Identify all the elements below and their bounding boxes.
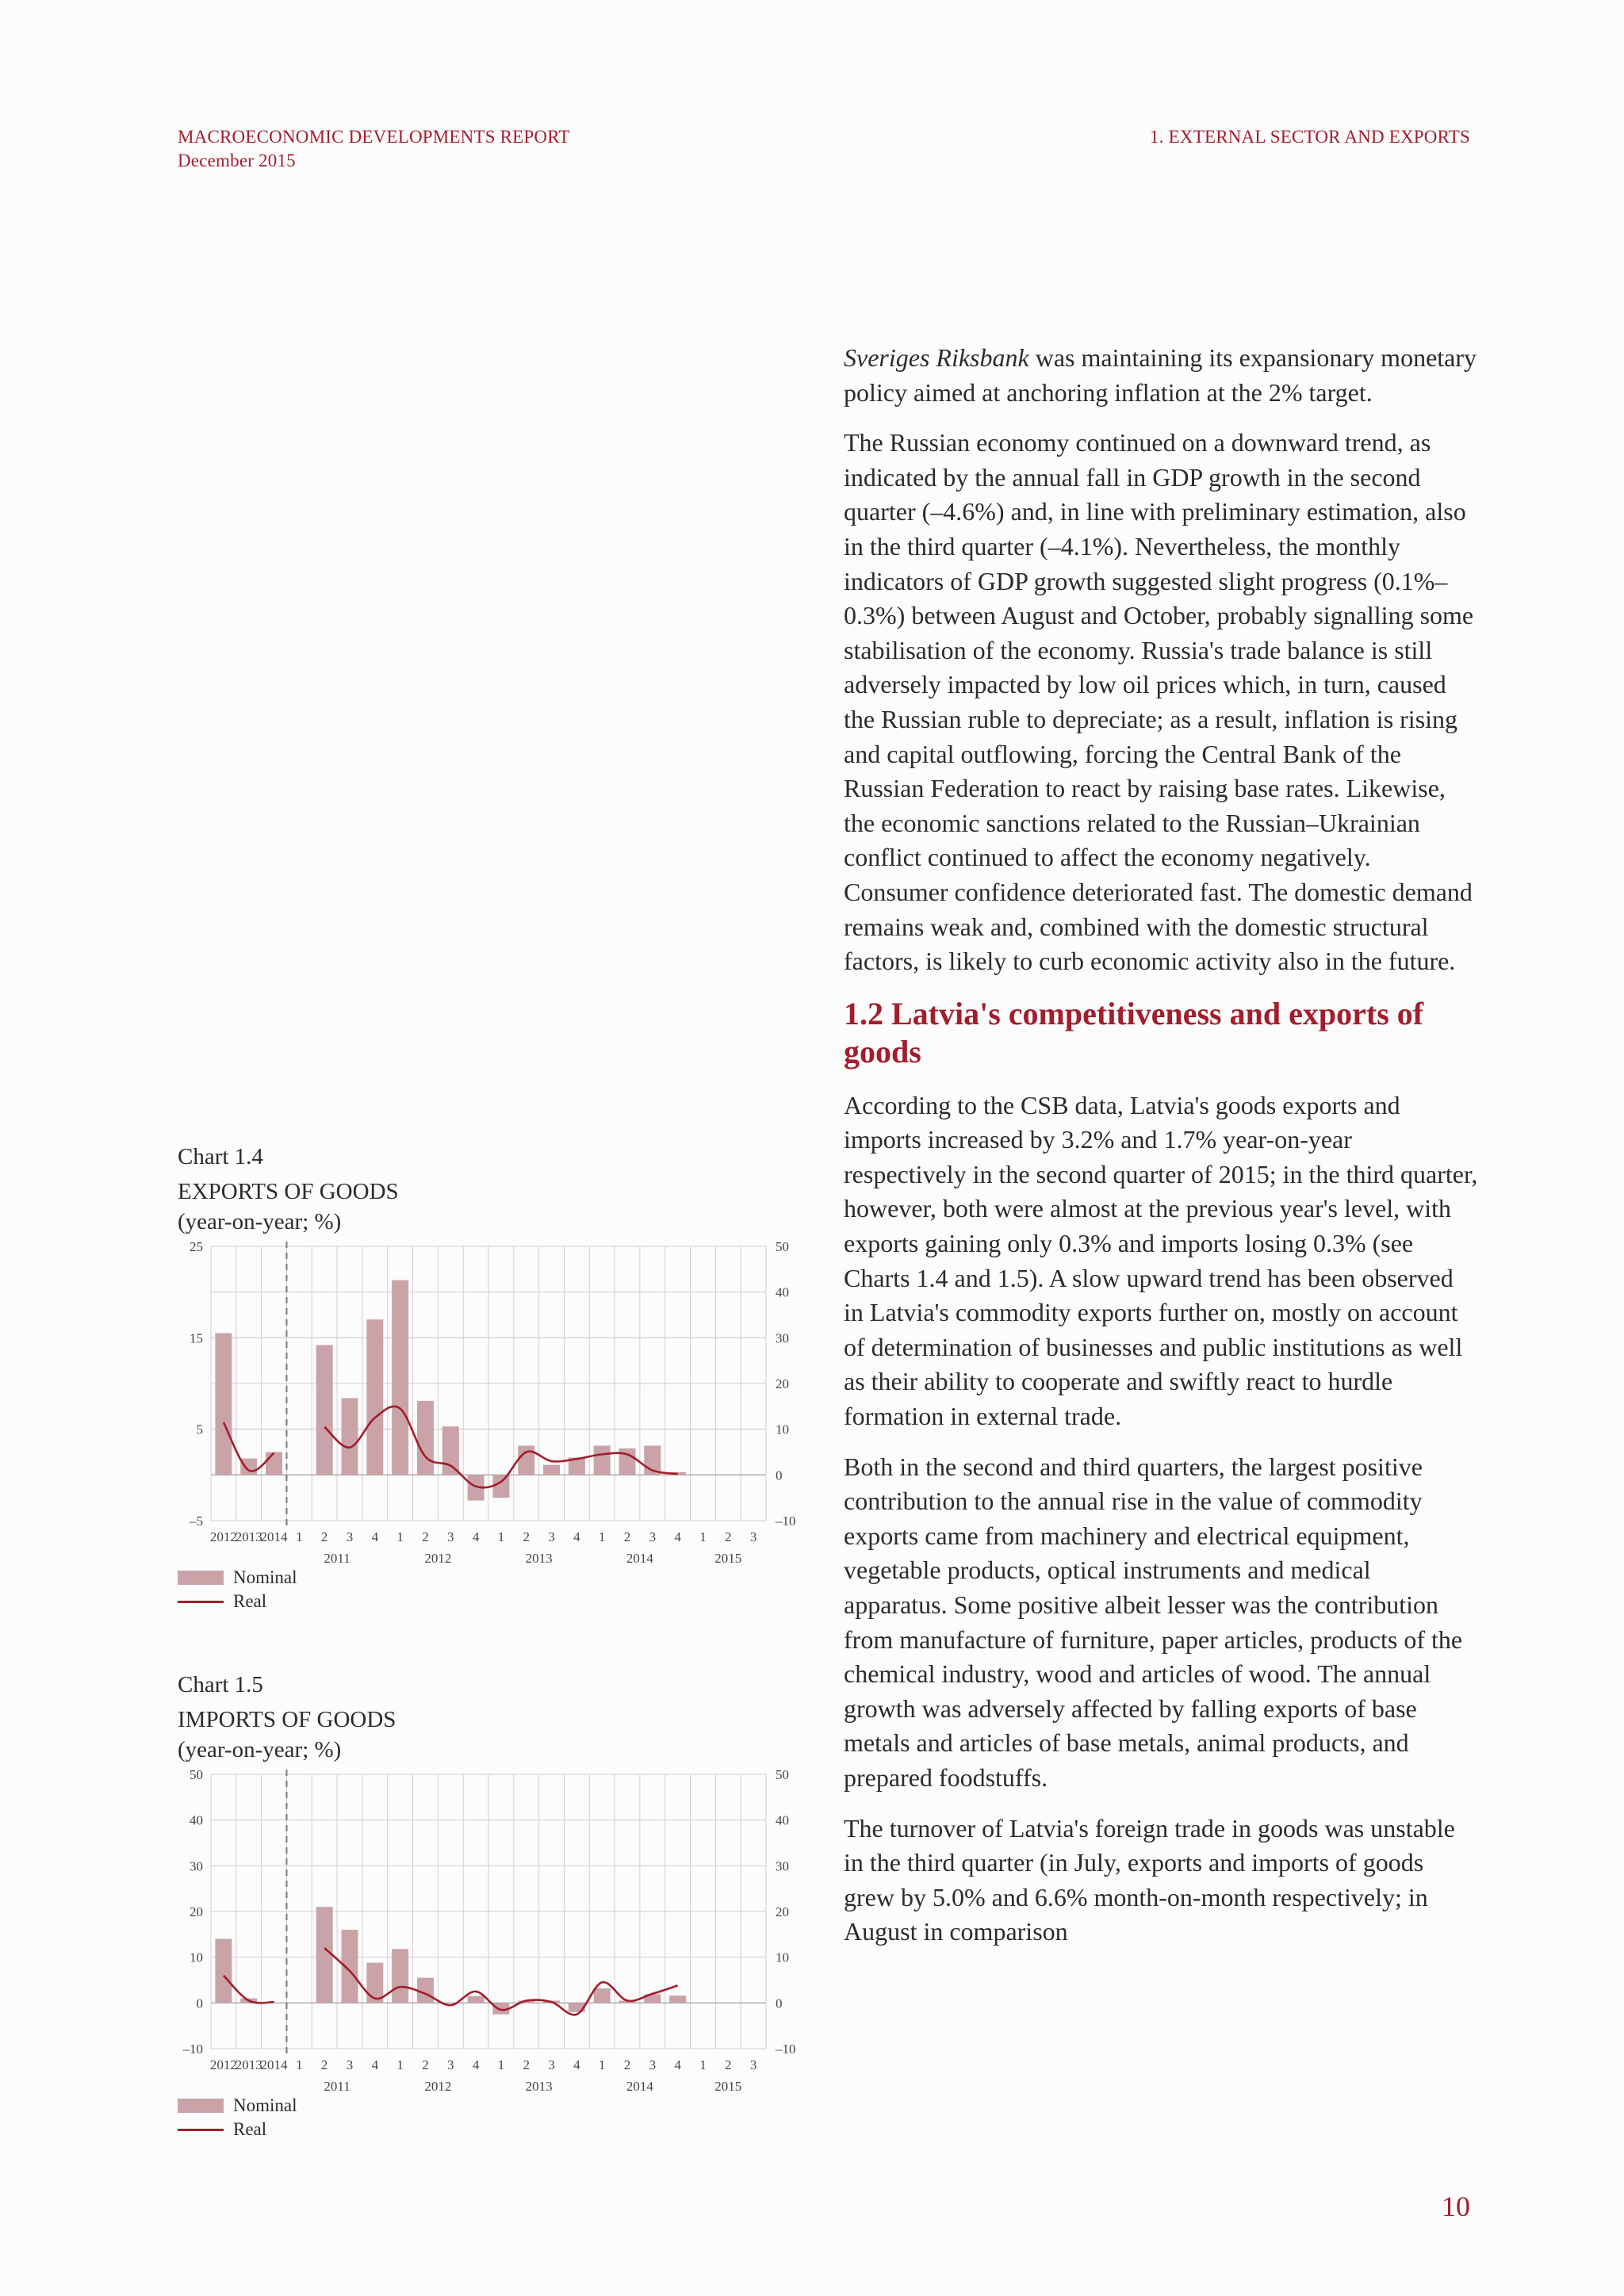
x-tick-label: 3 — [749, 2057, 757, 2072]
bar-nominal — [240, 1459, 257, 1475]
legend-bar-swatch — [178, 2099, 224, 2113]
x-tick-label: 2 — [623, 2057, 631, 2072]
x-tick-label: 1 — [699, 2057, 707, 2072]
legend-real — [178, 1590, 804, 1613]
paragraph-csb-data: According to the CSB data, Latvia's goods exports and imports increased by 3.2% and 1.7% year-on-year respectively in the second quarter of 2015; in the third quarter, however, both were almost at the previous year's level, with exports gaining only 0.3% and imports losing 0.3% (see Charts 1.4 and 1.5). A slow upward trend has been observed in Latvia's commodity exports further on, mostly on account of determination of businesses and public institutions as well as their ability to cooperate and swiftly react to hurdle formation in external trade. — [844, 1090, 1478, 1431]
x-tick-label: 3 — [649, 1529, 657, 1544]
bar-nominal — [316, 1345, 333, 1475]
bar-nominal — [366, 1319, 383, 1475]
y-tick-label-left: 0 — [196, 1996, 203, 2011]
riksbank-name: Sveriges Riksbank — [844, 343, 1029, 372]
imports-chart — [178, 1765, 804, 2094]
bar-nominal — [594, 1445, 611, 1475]
chart-title: EXPORTS OF GOODS — [178, 1179, 399, 1204]
year-label: 2012 — [424, 2079, 452, 2094]
x-tick-label: 3 — [649, 2057, 657, 2072]
x-tick-label: 3 — [548, 2057, 555, 2072]
year-label: 2011 — [324, 1551, 350, 1566]
bar-nominal — [316, 1907, 333, 2003]
x-tick-label: 3 — [346, 1529, 354, 1544]
legend-line-swatch — [178, 1601, 224, 1603]
page-number: 10 — [1442, 2191, 1470, 2222]
y-tick-label-left: 40 — [190, 1812, 203, 1828]
chart-legend — [178, 1566, 804, 1613]
y-tick-label-right: 20 — [776, 1904, 789, 1919]
x-tick-label: 1 — [497, 1529, 505, 1544]
year-label: 2011 — [324, 2079, 350, 2094]
y-tick-label-left: –10 — [182, 2042, 203, 2057]
bar-nominal — [417, 1978, 434, 2003]
x-tick-label: 1 — [497, 2057, 505, 2072]
y-tick-label-left: –5 — [190, 1513, 203, 1529]
x-tick-label: 1 — [396, 1529, 404, 1544]
running-header-right — [1150, 125, 1470, 149]
x-tick-label: 2 — [320, 2057, 328, 2072]
x-tick-label: 1 — [699, 1529, 707, 1544]
x-tick-label: 2 — [725, 1529, 732, 1544]
y-tick-label-right: 10 — [776, 1950, 789, 1965]
year-label: 2015 — [714, 1551, 742, 1566]
y-tick-label-right: 0 — [776, 1468, 783, 1483]
bar-nominal — [518, 1445, 534, 1475]
legend-label: Real — [233, 1591, 267, 1611]
chart-number: Chart 1.4 — [178, 1144, 263, 1169]
x-tick-label: 1 — [296, 1529, 303, 1544]
legend-nominal — [178, 1566, 804, 1590]
y-tick-label-right: 40 — [776, 1284, 789, 1300]
x-tick-label: 2 — [523, 2057, 530, 2072]
y-tick-label-right: 30 — [776, 1858, 789, 1874]
y-tick-label-right: –10 — [776, 2042, 796, 2057]
x-tick-label: 3 — [447, 1529, 454, 1544]
bar-nominal — [392, 1949, 408, 2003]
x-tick-label: 2 — [523, 1529, 530, 1544]
report-title: MACROECONOMIC DEVELOPMENTS REPORT — [178, 127, 570, 147]
bar-nominal — [669, 1996, 686, 2003]
y-tick-label-right: 0 — [776, 1996, 783, 2011]
legend-label: Nominal — [233, 2095, 297, 2115]
legend-bar-swatch — [178, 1571, 224, 1585]
x-tick-label: 3 — [749, 1529, 757, 1544]
y-tick-label-left: 50 — [190, 1767, 203, 1782]
y-tick-label-left: 15 — [190, 1330, 203, 1346]
x-tick-label: 4 — [573, 1529, 580, 1544]
running-header-left — [178, 125, 570, 173]
chart-subtitle: (year-on-year; %) — [178, 1209, 342, 1234]
y-tick-label-left: 30 — [190, 1858, 203, 1874]
x-tick-label: 1 — [396, 2057, 404, 2072]
exports-chart — [178, 1237, 804, 1566]
x-tick-label: 4 — [371, 1529, 379, 1544]
year-label: 2013 — [525, 1551, 553, 1566]
year-label: 2015 — [714, 2079, 742, 2094]
paragraph-russia: The Russian economy continued on a downward trend, as indicated by the annual fall in GDP growth in the second quarter (–4.6%) and, in line with preliminary estimation, also in the third quarter (–4.1%). Nevertheless, the monthly indicators of GDP growth suggested slight progress (0.1%–0.3%) between August and October, probably signalling some stabilisation of the economy. Russia's trade balance is still adversely impacted by low oil prices which, in turn, caused the Russian ruble to depreciate; as a result, inflation is rising and capital outflowing, forcing the Central Bank of the Russian Federation to react by raising base rates. Likewise, the economic sanctions related to the Russian–Ukrainian conflict continued to affect the economy negatively. Consumer confidence deteriorated fast. The domestic demand remains weak and, combined with the domestic structural factors, is likely to curb economic activity also in the future. — [844, 428, 1474, 976]
x-tick-label: 4 — [674, 2057, 681, 2072]
year-label: 2014 — [626, 1551, 653, 1566]
y-tick-label-right: 30 — [776, 1330, 789, 1346]
paragraph-turnover: The turnover of Latvia's foreign trade in goods was unstable in the third quarter (in July, exports and imports of goods grew by 5.0% and 6.6% month-on-month respectively; in August in comparison — [844, 1813, 1455, 1946]
x-tick-label: 3 — [346, 2057, 354, 2072]
y-tick-label-right: 20 — [776, 1376, 789, 1391]
bar-nominal — [392, 1280, 408, 1475]
bar-nominal — [266, 1452, 282, 1475]
x-tick-label: 3 — [447, 2057, 454, 2072]
y-tick-label-right: 10 — [776, 1422, 789, 1437]
y-tick-label-right: 50 — [776, 1767, 789, 1782]
x-tick-label: 2 — [320, 1529, 328, 1544]
bar-nominal — [594, 1988, 611, 2003]
year-label: 2014 — [626, 2079, 653, 2094]
chart-1-4-block — [178, 1142, 804, 1613]
chart-number: Chart 1.5 — [178, 1672, 263, 1697]
paragraph-contributions: Both in the second and third quarters, the largest positive contribution to the annual rise in the value of commodity exports came from machinery and electrical equipment, vegetable products, optical instruments and medical apparatus. Some positive albeit lesser was the contribution from manufacture of furniture, paper articles, products of the chemical industry, wood and articles of wood. The annual growth was adversely affected by falling exports of base metals and articles of base metals, animal products, and prepared foodstuffs. — [844, 1452, 1463, 1792]
report-date: December 2015 — [178, 151, 296, 170]
x-tick-label: 1 — [598, 1529, 606, 1544]
x-tick-label: 1 — [296, 2057, 303, 2072]
x-tick-label: 2 — [623, 1529, 631, 1544]
x-tick-label: 4 — [472, 1529, 480, 1544]
bar-nominal — [215, 1334, 232, 1475]
legend-line-swatch — [178, 2129, 224, 2131]
x-tick-label: 4 — [674, 1529, 681, 1544]
x-tick-label: 4 — [573, 2057, 580, 2072]
x-tick-label: 2 — [422, 2057, 429, 2072]
x-tick-label: 2013 — [235, 1529, 262, 1544]
x-tick-label: 1 — [598, 2057, 606, 2072]
x-tick-label: 3 — [548, 1529, 555, 1544]
bar-nominal — [492, 1475, 509, 1498]
y-tick-label-left: 25 — [190, 1239, 203, 1254]
y-tick-label-left: 10 — [190, 1950, 203, 1965]
main-text-column — [844, 341, 1478, 1965]
year-label: 2012 — [424, 1551, 452, 1566]
y-tick-label-right: –10 — [776, 1513, 796, 1529]
x-tick-label: 2012 — [209, 1529, 237, 1544]
x-tick-label: 2 — [422, 1529, 429, 1544]
bar-nominal — [543, 1465, 560, 1475]
year-label: 2013 — [525, 2079, 553, 2094]
x-tick-label: 2014 — [260, 1529, 288, 1544]
y-tick-label-right: 50 — [776, 1239, 789, 1254]
legend-label: Nominal — [233, 1567, 297, 1587]
legend-label: Real — [233, 2119, 267, 2139]
y-tick-label-right: 40 — [776, 1812, 789, 1828]
bar-nominal — [417, 1401, 434, 1475]
bar-nominal — [468, 1996, 485, 2003]
riksbank-text: was maintaining its expansionary monetary policy aimed at anchoring inflation at the 2% target. — [844, 343, 1477, 407]
bar-nominal — [342, 1398, 358, 1475]
chart-1-5-block — [178, 1670, 804, 2141]
x-tick-label: 2 — [725, 2057, 732, 2072]
chart-legend — [178, 2094, 804, 2141]
legend-real — [178, 2118, 804, 2141]
bar-nominal — [215, 1939, 232, 2003]
bar-nominal — [442, 1426, 459, 1475]
section-title: 1. EXTERNAL SECTOR AND EXPORTS — [1150, 127, 1470, 147]
chart-title: IMPORTS OF GOODS — [178, 1707, 396, 1732]
x-tick-label: 2013 — [235, 2057, 262, 2072]
x-tick-label: 4 — [472, 2057, 480, 2072]
x-tick-label: 4 — [371, 2057, 379, 2072]
paragraph-riksbank — [844, 341, 1478, 410]
section-heading: 1.2 Latvia's competitiveness and exports of goods — [844, 995, 1424, 1070]
x-tick-label: 2012 — [209, 2057, 237, 2072]
y-tick-label-left: 5 — [196, 1422, 203, 1437]
legend-nominal — [178, 2094, 804, 2118]
y-tick-label-left: 20 — [190, 1904, 203, 1919]
chart-subtitle: (year-on-year; %) — [178, 1737, 342, 1762]
x-tick-label: 2014 — [260, 2057, 288, 2072]
